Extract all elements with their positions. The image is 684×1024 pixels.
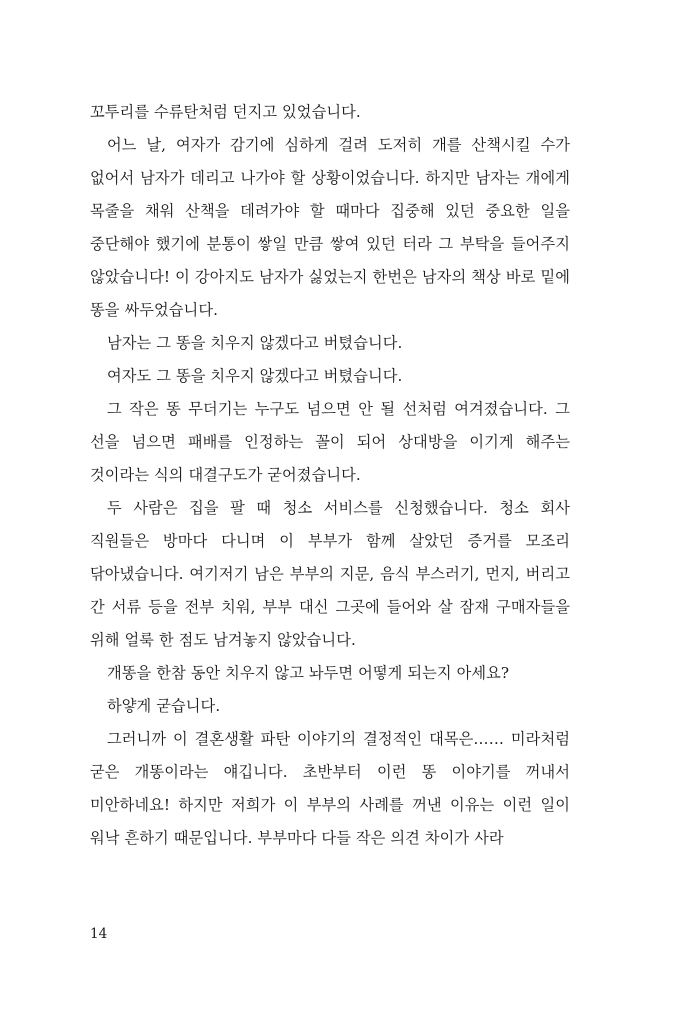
paragraph: 개똥을 한참 동안 치우지 않고 놔두면 어떻게 되는지 아세요? (107, 664, 510, 682)
paragraph: 꼬투리를 수류탄처럼 던지고 있었습니다. (90, 103, 361, 121)
paragraph: 두 사람은 집을 팔 때 청소 서비스를 신청했습니다. 청소 회사 직원들은 방마다 다니며 이 부부가 함께 살았던 증거를 모조리 닦아냈습니다. 여기저기 남은 부부의 지문, 음식 부스러기, 먼지, 버리고 간 서류 등을 전부 치워, 부부 대신 그곳에 들어와 살 잠재 구매자들을 위해 얼룩 한 점도 남겨놓지 않았습니다. (90, 499, 570, 649)
body-text (90, 96, 570, 855)
paragraph: 남자는 그 똥을 치우지 않겠다고 버텼습니다. (107, 334, 403, 352)
paragraph: 여자도 그 똥을 치우지 않겠다고 버텼습니다. (107, 367, 403, 385)
paragraph: 어느 날, 여자가 감기에 심하게 걸려 도저히 개를 산책시킬 수가 없어서 남자가 데리고 나가야 할 상황이었습니다. 하지만 남자는 개에게 목줄을 채워 산책을 데려가야 할 때마다 집중해 있던 중요한 일을 중단해야 했기에 분통이 쌓일 만큼 쌓여 있던 터라 그 부탁을 들어주지 않았습니다! 이 강아지도 남자가 싫었는지 한번은 남자의 책상 바로 밑에 똥을 싸두었습니다. (90, 136, 570, 319)
paragraph: 하얗게 굳습니다. (107, 697, 221, 715)
paragraph: 그러니까 이 결혼생활 파탄 이야기의 결정적인 대목은…… 미라처럼 굳은 개똥이라는 얘깁니다. 초반부터 이런 똥 이야기를 꺼내서 미안하네요! 하지만 저희가 이 부부의 사례를 꺼낸 이유는 이런 일이 워낙 흔하기 때문입니다. 부부마다 다들 작은 의견 차이가 사라 (90, 730, 570, 847)
paragraph: 그 작은 똥 무더기는 누구도 넘으면 안 될 선처럼 여겨졌습니다. 그 선을 넘으면 패배를 인정하는 꼴이 되어 상대방을 이기게 해주는 것이라는 식의 대결구도가 굳어졌습니다. (90, 400, 570, 484)
page-number: 14 (90, 926, 108, 942)
